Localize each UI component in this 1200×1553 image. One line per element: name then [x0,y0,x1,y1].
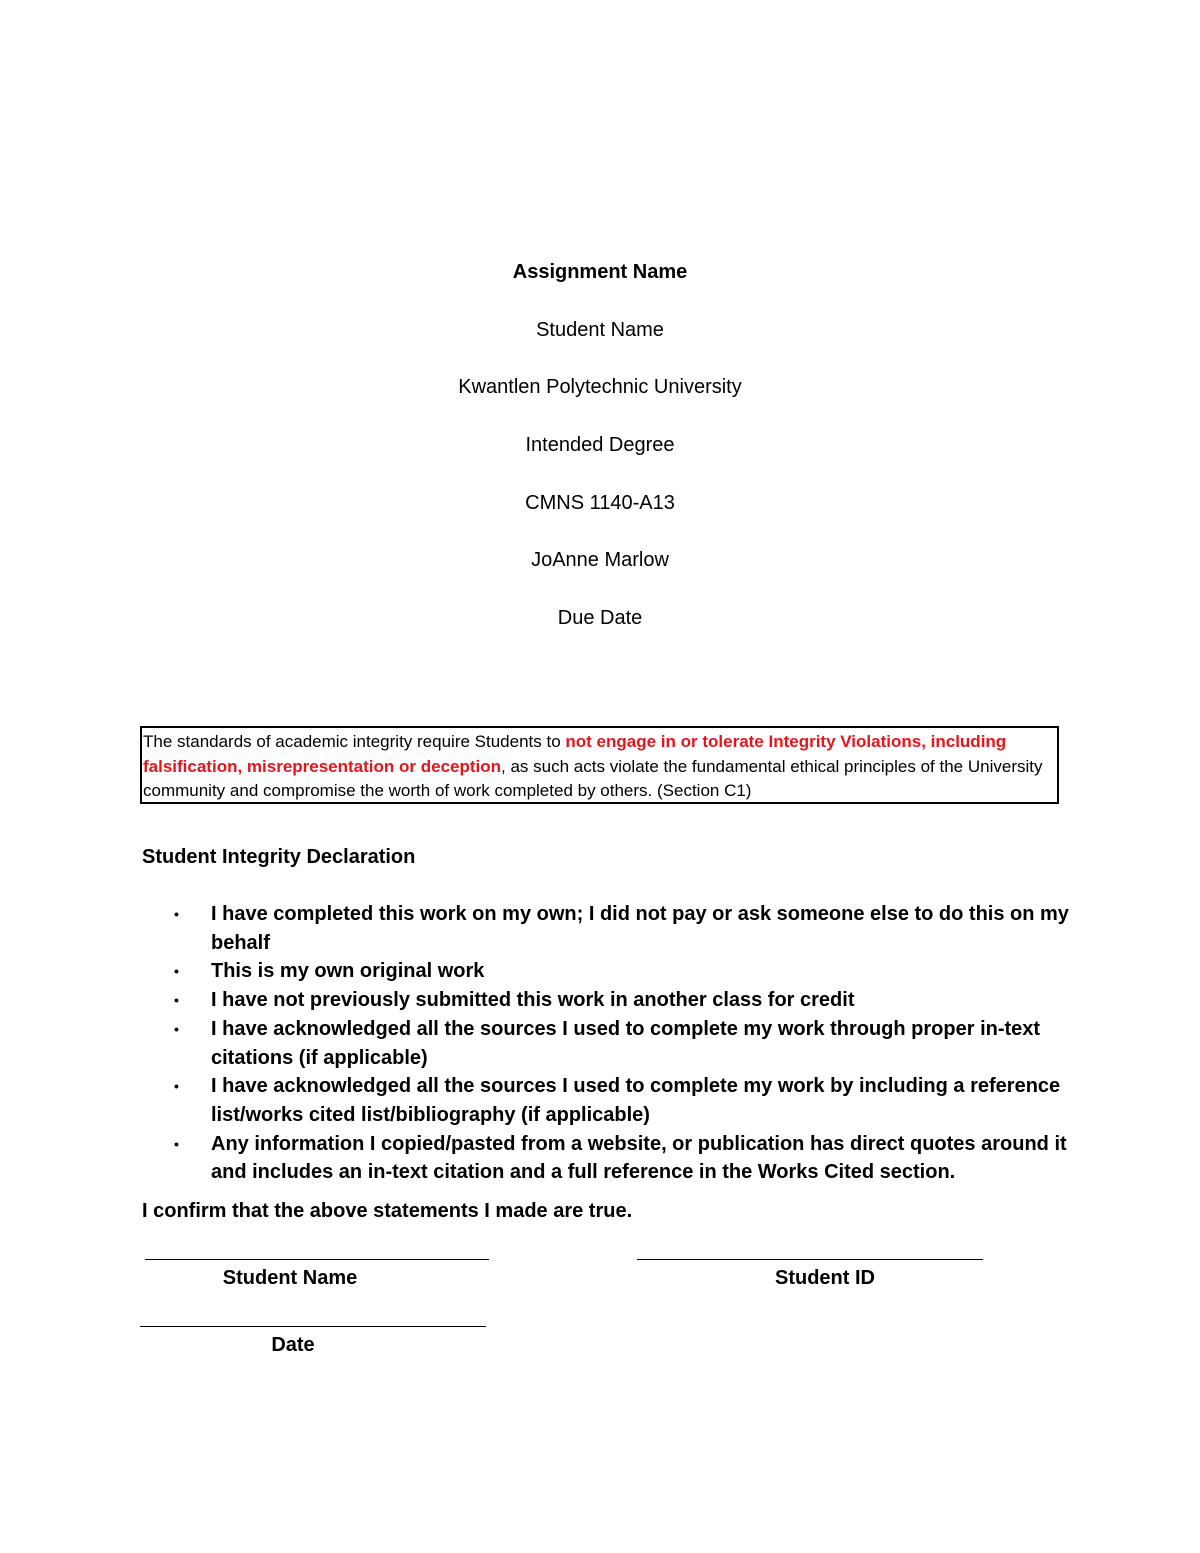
date-label: Date [271,1334,315,1356]
declaration-item [142,900,1072,957]
declaration-item [142,1072,1072,1129]
declaration-item-text: I have acknowledged all the sources I used to complete my work through proper in-text citations (if applicable) [211,1017,1041,1069]
bullet-icon: • [174,963,179,980]
assignment-name: Assignment Name [512,261,688,283]
declaration-item [142,986,1072,1015]
integrity-notice-box [140,726,1059,804]
bullet-icon: • [174,1078,179,1095]
integrity-notice-text: The standards of academic integrity require Students to [143,732,566,751]
integrity-notice-highlight: not engage in or tolerate Integrity Violations, including falsification, misrepresentation or deception [143,732,1007,776]
declaration-item-text: I have not previously submitted this work in another class for credit [211,989,855,1012]
student-id-label: Student ID [775,1267,875,1289]
due-date: Due Date [557,607,643,630]
declaration-heading: Student Integrity Declaration [142,846,416,868]
course-code: CMNS 1140-A13 [525,491,675,514]
integrity-notice-text-end: , as such acts violate the fundamental ethical principles of the University community and compromise the worth of work completed by others. (Section C1) [143,756,1043,800]
intended-degree: Intended Degree [525,434,675,457]
confirmation-statement: I confirm that the above statements I made are true. [142,1200,633,1222]
cover-title-block [0,258,1200,662]
student-name-signature-line[interactable] [145,1259,489,1260]
declaration-item-text: This is my own original work [211,960,485,983]
bullet-icon: • [174,992,179,1009]
declaration-item-text: I have acknowledged all the sources I used to complete my work by including a reference list/works cited list/bibliography (if applicable) [211,1075,1061,1126]
declaration-item [142,1130,1072,1187]
student-id-signature-line[interactable] [637,1259,983,1260]
declaration-item [142,957,1072,986]
date-signature-line[interactable] [140,1326,486,1327]
declaration-item [142,1015,1072,1072]
declaration-item-text: I have completed this work on my own; I did not pay or ask someone else to do this on my behalf [211,903,1069,954]
university-name: Kwantlen Polytechnic University [458,376,742,399]
bullet-icon: • [174,906,179,922]
student-name-label: Student Name [222,1267,358,1289]
bullet-icon: • [174,1135,179,1152]
student-name: Student Name [536,318,664,341]
declaration-item-text: Any information I copied/pasted from a website, or publication has direct quotes around it and includes an in-text citation and a full reference in the Works Cited section. [211,1132,1067,1184]
declaration-list [142,900,1072,1187]
instructor-name: JoAnne Marlow [531,549,669,572]
bullet-icon: • [174,1020,179,1037]
